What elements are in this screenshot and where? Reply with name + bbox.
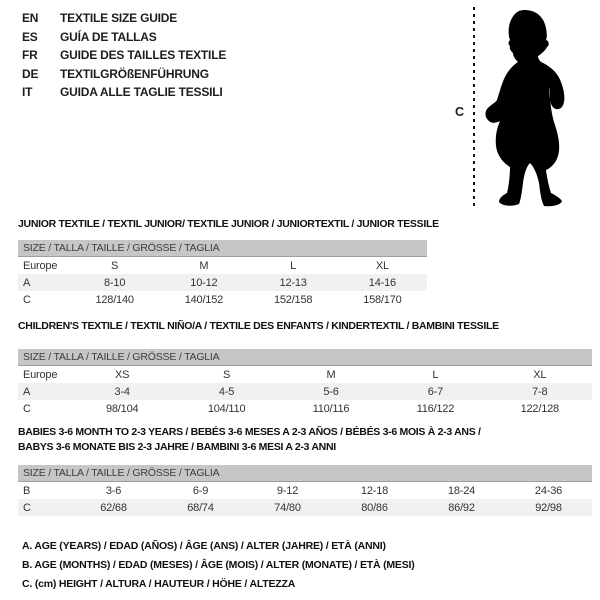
- size-cell: L: [290, 259, 297, 272]
- size-cell: 68/74: [157, 499, 244, 516]
- table-title-line: BABYS 3-6 MONATE BIS 2-3 JAHRE / BAMBINI 3-6 MESI A 2-3 ANNI: [18, 441, 336, 453]
- row-label: A: [18, 274, 70, 291]
- height-measure-dashed-line: [473, 7, 475, 206]
- size-header-label: SIZE / TALLA / TAILLE / GRÖSSE / TAGLIA: [18, 349, 592, 366]
- guide-title: GUIDA ALLE TAGLIE TESSILI: [60, 85, 223, 100]
- language-row: [22, 46, 226, 65]
- table-row: [18, 482, 592, 500]
- legend-line: C. (cm) HEIGHT / ALTURA / HAUTEUR / HÖHE / ALTEZZA: [22, 578, 296, 590]
- size-cell: 80/86: [331, 499, 418, 516]
- size-cell: L: [432, 368, 439, 381]
- size-cell: 8-10: [70, 274, 159, 291]
- row-label: Europe: [23, 368, 58, 381]
- size-cell: 158/170: [363, 293, 402, 306]
- row-label: C: [23, 293, 31, 306]
- legend-line: B. AGE (MONTHS) / EDAD (MESES) / ÂGE (MOIS) / ALTER (MONATE) / ETÀ (MESI): [22, 559, 415, 571]
- guide-title: TEXTILGRÖßENFÜHRUNG: [60, 66, 209, 81]
- table-title-line: BABIES 3-6 MONTH TO 2-3 YEARS / BEBÉS 3-6 MESES A 2-3 AÑOS / BÉBÉS 3-6 MOIS À 2-3 ANS /: [18, 426, 481, 438]
- size-cell: M: [326, 368, 336, 381]
- legend-line: A. AGE (YEARS) / EDAD (AÑOS) / ÂGE (ANS) / ALTER (JAHRE) / ETÀ (ANNI): [22, 540, 386, 552]
- size-cell: 6-7: [383, 383, 487, 400]
- size-cell: XL: [533, 368, 547, 381]
- row-label: C: [18, 499, 70, 516]
- size-cell: 140/152: [184, 293, 224, 306]
- table-row: [18, 257, 427, 275]
- size-cell: 12-13: [249, 274, 338, 291]
- language-row: [22, 28, 226, 47]
- table-row: [18, 274, 427, 291]
- size-header-bar: [18, 240, 427, 257]
- size-header-label: SIZE / TALLA / TAILLE / GRÖSSE / TAGLIA: [18, 465, 592, 482]
- size-cell: 9-12: [276, 484, 299, 497]
- size-cell: 86/92: [418, 499, 505, 516]
- height-measure-label: C: [455, 105, 465, 119]
- toddler-silhouette-icon: [478, 2, 582, 214]
- size-cell: 110/116: [312, 402, 350, 415]
- size-cell: 128/140: [95, 293, 134, 306]
- guide-title: GUIDE DES TAILLES TEXTILE: [60, 48, 227, 63]
- size-table: [18, 349, 592, 417]
- language-code: IT: [22, 85, 33, 100]
- size-cell: 92/98: [505, 499, 592, 516]
- size-cell: 4-5: [174, 383, 278, 400]
- size-cell: 98/104: [105, 402, 139, 415]
- size-cell: 104/110: [207, 402, 246, 415]
- table-title-line: CHILDREN'S TEXTILE / TEXTIL NIÑO/A / TEXTILE DES ENFANTS / KINDERTEXTIL / BAMBINI TESSILE: [18, 320, 499, 332]
- table-row: [18, 366, 592, 384]
- language-row: [22, 83, 226, 102]
- size-table: [18, 465, 592, 516]
- size-cell: 6-9: [192, 484, 209, 497]
- size-cell: M: [199, 259, 209, 272]
- size-cell: 18-24: [447, 484, 476, 497]
- legend: [22, 537, 415, 594]
- size-cell: 5-6: [279, 383, 383, 400]
- size-header-label: SIZE / TALLA / TAILLE / GRÖSSE / TAGLIA: [18, 240, 427, 257]
- childrens-textile-section: [18, 319, 592, 417]
- size-cell: 62/68: [70, 499, 157, 516]
- size-table: [18, 240, 427, 308]
- table-title: [18, 425, 592, 455]
- size-cell: 74/80: [244, 499, 331, 516]
- size-cell: 7-8: [488, 383, 592, 400]
- table-title-line: JUNIOR TEXTILE / TEXTIL JUNIOR/ TEXTILE JUNIOR / JUNIORTEXTIL / JUNIOR TESSILE: [18, 218, 439, 230]
- size-cell: 10-12: [159, 274, 248, 291]
- table-row: [18, 400, 592, 417]
- size-cell: 14-16: [338, 274, 427, 291]
- table-title: [18, 217, 439, 231]
- table-row: [18, 291, 427, 308]
- language-code: FR: [22, 48, 38, 63]
- row-label: C: [23, 402, 31, 415]
- size-cell: 116/122: [416, 402, 455, 415]
- size-cell: XL: [375, 259, 389, 272]
- size-cell: 152/158: [273, 293, 313, 306]
- language-row: [22, 9, 226, 28]
- junior-textile-section: [18, 217, 439, 308]
- babies-textile-section: [18, 425, 592, 516]
- row-label: B: [23, 484, 31, 497]
- language-title-list: [22, 9, 226, 102]
- language-code: DE: [22, 66, 39, 81]
- size-cell: 3-6: [105, 484, 122, 497]
- table-row: [18, 383, 592, 400]
- size-cell: S: [223, 368, 231, 381]
- size-header-bar: [18, 349, 592, 366]
- language-code: ES: [22, 29, 38, 44]
- guide-title: GUÍA DE TALLAS: [60, 29, 157, 44]
- size-cell: 3-4: [70, 383, 174, 400]
- size-cell: 122/128: [520, 402, 559, 415]
- size-cell: 12-18: [360, 484, 389, 497]
- guide-title: TEXTILE SIZE GUIDE: [60, 11, 178, 25]
- size-cell: XS: [115, 368, 130, 381]
- language-code: EN: [22, 11, 39, 25]
- row-label: A: [18, 383, 70, 400]
- language-row: [22, 65, 226, 84]
- row-label: Europe: [23, 259, 58, 272]
- table-title: [18, 319, 592, 333]
- size-header-bar: [18, 465, 592, 482]
- size-cell: S: [111, 259, 119, 272]
- table-row: [18, 499, 592, 516]
- size-cell: 24-36: [534, 484, 563, 497]
